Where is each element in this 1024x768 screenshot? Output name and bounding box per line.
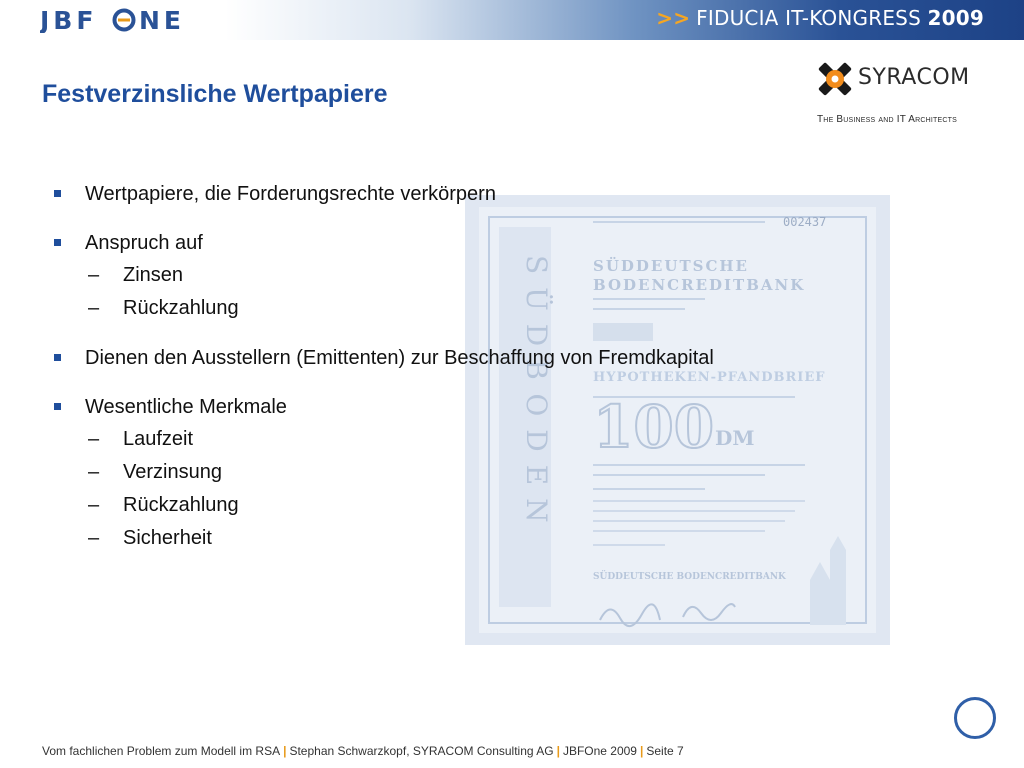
footer-separator: |	[283, 744, 287, 758]
header-bar	[0, 0, 1024, 40]
bullet-item	[50, 227, 850, 259]
bond-vertical-text: SÜDBODEN	[520, 255, 553, 536]
congress-text: FIDUCIA IT-KONGRESS	[696, 6, 921, 30]
bullet-item	[50, 178, 850, 210]
bond-serial: 002437	[783, 215, 827, 229]
footer-event: JBFOne 2009	[562, 744, 637, 758]
bullet-text: Anspruch auf	[85, 232, 203, 254]
bond-amount: 100	[593, 393, 715, 461]
svg-text:JBF: JBF	[40, 7, 98, 33]
syracom-name: SYRACOM	[858, 65, 970, 90]
dash-marker: –	[88, 461, 100, 483]
congress-year: 2009	[927, 6, 984, 30]
bullet-item	[50, 391, 850, 423]
dash-marker: –	[88, 297, 100, 319]
square-bullet-icon	[54, 354, 61, 361]
congress-banner	[656, 6, 984, 30]
square-bullet-icon	[54, 190, 61, 197]
footer-presentation-title: Vom fachlichen Problem zum Modell im RSA	[42, 744, 281, 758]
dash-marker: –	[88, 264, 100, 286]
sub-bullet-text: Verzinsung	[123, 461, 222, 483]
sub-bullet-text: Sicherheit	[123, 527, 212, 549]
dash-marker: –	[88, 527, 100, 549]
bond-doc-type: HYPOTHEKEN-PFANDBRIEF	[593, 370, 826, 385]
bullet-item	[50, 342, 850, 374]
sub-bullet-text: Laufzeit	[123, 428, 194, 450]
sub-bullet-item	[50, 489, 850, 522]
sub-bullet-item	[50, 259, 850, 292]
congress-arrows: >>	[656, 6, 691, 30]
syracom-logo	[814, 55, 984, 135]
bond-bank-line2: BODENCREDITBANK	[593, 276, 806, 294]
footer-page-number: Seite 7	[646, 744, 684, 758]
sub-bullet-item	[50, 522, 850, 555]
dash-marker: –	[88, 494, 100, 516]
bond-bank-line1: SÜDDEUTSCHE	[593, 257, 749, 275]
footer	[42, 744, 684, 758]
navigation-circle-button[interactable]	[954, 697, 996, 739]
square-bullet-icon	[54, 239, 61, 246]
sub-bullet-text: Rückzahlung	[123, 297, 239, 319]
slide-title: Festverzinsliche Wertpapiere	[42, 80, 388, 108]
bond-currency: DM	[715, 426, 755, 450]
bond-signature-line: SÜDDEUTSCHE BODENCREDITBANK	[593, 572, 786, 582]
sub-bullet-text: Zinsen	[123, 264, 184, 286]
jbfone-logo	[40, 7, 210, 33]
sub-bullet-item	[50, 423, 850, 456]
sub-bullet-item	[50, 292, 850, 325]
bullet-text: Wertpapiere, die Forderungsrechte verkörpern	[85, 183, 496, 205]
syracom-mark-icon	[814, 55, 856, 103]
bullet-list	[50, 178, 850, 555]
sub-bullet-item	[50, 456, 850, 489]
footer-separator: |	[639, 744, 644, 758]
footer-separator: |	[556, 744, 560, 758]
sub-bullet-text: Rückzahlung	[123, 494, 239, 516]
bullet-text: Wesentliche Merkmale	[85, 396, 287, 418]
bullet-text: Dienen den Ausstellern (Emittenten) zur Beschaffung von Fremdkapital	[85, 347, 714, 369]
square-bullet-icon	[54, 403, 61, 410]
syracom-tagline: The Business and IT Architects	[817, 114, 958, 125]
dash-marker: –	[88, 428, 100, 450]
svg-text:NE: NE	[139, 7, 186, 33]
footer-author: Stephan Schwarzkopf, SYRACOM Consulting AG	[289, 744, 554, 758]
